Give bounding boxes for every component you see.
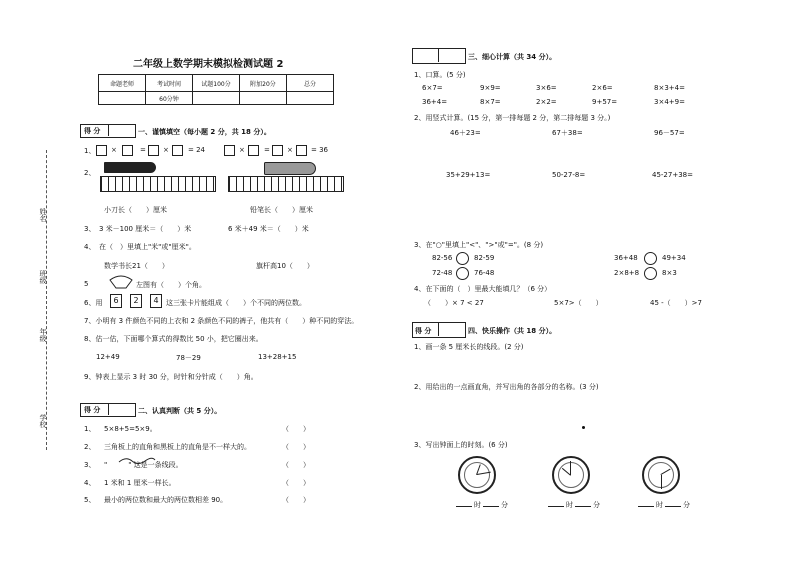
score-value-total[interactable] [287, 92, 334, 105]
section1-score-label: 得 分 [84, 127, 101, 135]
clock-hour-label-3: 时 [656, 501, 663, 509]
clock-hour-label-1: 时 [474, 501, 481, 509]
score-header-total: 总分 [287, 75, 334, 92]
oral-2-4: 9+57= [592, 98, 618, 106]
score-value-time: 60分钟 [146, 92, 193, 105]
section2-title: 二、认真判断（共 5 分）。 [138, 407, 222, 415]
compare-circle-4[interactable] [644, 267, 657, 280]
compare-circle-3[interactable] [456, 267, 469, 280]
section3-score-box[interactable] [412, 48, 466, 64]
oral-2-2: 8×7= [480, 98, 501, 106]
compare-2-d: 8×3 [662, 269, 677, 277]
q1-box-6[interactable] [248, 145, 259, 156]
vertical-title: 2、用竖式计算。(15 分，第一排每题 2 分，第二排每题 3 分。) [414, 114, 611, 122]
clock-minute-label-3: 分 [683, 501, 690, 509]
judge-num-1: 1、 [84, 425, 96, 433]
q6-text: 这三张卡片能组成（ ）个不同的两位数。 [166, 299, 306, 307]
q1-box-7[interactable] [272, 145, 283, 156]
q8-item-2[interactable]: 78－29 [176, 354, 201, 362]
clock-answer-2[interactable] [546, 500, 600, 510]
oral-1-3: 3×6= [536, 84, 557, 92]
side-label-name: 姓名 [39, 208, 47, 222]
section4-score-label: 得 分 [415, 327, 432, 335]
oral-2-3: 2×2= [536, 98, 557, 106]
vertical-1-2: 67＋38= [552, 129, 583, 137]
judge-mark-1[interactable]: （ ） [282, 425, 310, 433]
q5-label: 5 [84, 280, 89, 288]
judge-text-1: 5×8+5=5×9。 [104, 425, 157, 433]
clock-minute-label-1: 分 [501, 501, 508, 509]
section3-title: 三、细心计算（共 34 分）。 [468, 53, 557, 61]
q8-item-3[interactable]: 13+28+15 [258, 353, 297, 361]
clock-hour-label-2: 时 [566, 501, 573, 509]
q1-box-1[interactable] [96, 145, 107, 156]
q7-text: 7、小明有 3 件颜色不同的上衣和 2 条颜色不同的裤子，他共有（ ）种不同的穿法。 [84, 317, 359, 325]
clock-answer-3[interactable] [636, 500, 690, 510]
wavy-line-icon [118, 456, 156, 466]
score-box-divider-4 [438, 322, 439, 336]
ruler-knife [100, 176, 216, 192]
digit-card-2: 2 [130, 294, 142, 308]
vertical-2-1: 35+29+13= [446, 171, 491, 179]
q2-label: 2、 [84, 169, 96, 177]
score-box-divider-3 [438, 48, 439, 62]
fill-3[interactable]: 45 -（ ）>7 [650, 299, 702, 307]
score-header-teacher: 命题老师 [99, 75, 146, 92]
given-point-dot[interactable] [582, 426, 585, 429]
vertical-2-3: 45-27+38= [652, 171, 693, 179]
compare-circle-2[interactable] [644, 252, 657, 265]
judge-text-4: 1 米和 1 厘米一样长。 [104, 479, 176, 487]
q4a-text: 数学书长21（ ） [104, 262, 169, 270]
clock-minute-label-2: 分 [593, 501, 600, 509]
q9-text: 9、钟表上显示 3 时 30 分，时针和分针成（ ）角。 [84, 373, 258, 381]
q1-box-2[interactable] [122, 145, 133, 156]
operate-q1: 1、画一条 5 厘米长的线段。(2 分) [414, 343, 524, 351]
judge-mark-5[interactable]: （ ） [282, 496, 310, 504]
score-box-divider-2 [108, 403, 109, 415]
q2-knife-text: 小刀长（ ）厘米 [104, 206, 167, 214]
compare-2-b: 76-48 [474, 269, 495, 277]
operate-q2: 2、用给出的一点画直角，并写出角的各部分的名称。(3 分) [414, 383, 599, 391]
page-title: 二年级上数学期末模拟检测试题 2 [133, 59, 284, 70]
compare-2-c: 2×8+8 [614, 269, 640, 277]
oral-1-2: 9×9= [480, 84, 501, 92]
q1-times-3: × [239, 146, 245, 154]
compare-1-d: 49+34 [662, 254, 686, 262]
q5-text: 左图有（ ）个角。 [136, 281, 206, 289]
compare-title: 3、在"○"里填上"<"、">"或"="。(8 分) [414, 241, 544, 249]
section1-title: 一、谨慎填空（每小题 2 分，共 18 分）。 [138, 128, 271, 136]
compare-1-a: 82-56 [432, 254, 453, 262]
judge-num-4: 4、 [84, 479, 96, 487]
q1-eq2: = 36 [311, 146, 328, 154]
judge-num-2: 2、 [84, 443, 96, 451]
q4b-text: 旗杆高10（ ） [256, 262, 314, 270]
oral-1-4: 2×6= [592, 84, 613, 92]
score-value-extra[interactable] [240, 92, 287, 105]
score-value-test[interactable] [193, 92, 240, 105]
fill-1[interactable]: （ ）× 7 < 27 [424, 299, 484, 307]
q1-label: 1、 [84, 147, 96, 155]
side-label-grade: 年级 [39, 328, 47, 342]
side-label-class: 班级 [39, 270, 47, 284]
pencil-icon [264, 162, 316, 175]
vertical-1-3: 96－57= [654, 129, 685, 137]
q4-text: 4、 在（ ）里填上"米"或"厘米"。 [84, 243, 196, 251]
judge-num-5: 5、 [84, 496, 96, 504]
q1-times-1: × [111, 146, 117, 154]
vertical-1-1: 46＋23= [450, 129, 481, 137]
score-header-extra: 附加20分 [240, 75, 287, 92]
q1-times-4: × [287, 146, 293, 154]
digit-card-3: 4 [150, 294, 162, 308]
compare-1-c: 36+48 [614, 254, 638, 262]
fill-2[interactable]: 5×7>（ ） [554, 299, 603, 307]
clock-face-1 [458, 456, 496, 494]
binding-line [46, 150, 47, 450]
oral-2-5: 3×4+9= [654, 98, 685, 106]
judge-mark-4[interactable]: （ ） [282, 479, 310, 487]
judge-num-3: 3、 [84, 461, 96, 469]
q1-times-2: × [163, 146, 169, 154]
q8-item-1[interactable]: 12+49 [96, 353, 120, 361]
vertical-2-2: 50-27-8= [552, 171, 586, 179]
fan-shape-icon [108, 274, 134, 290]
ruler-pencil [228, 176, 344, 192]
fill-title: 4、在下面的（ ）里最大能填几？（6 分） [414, 285, 552, 293]
judge-text-3: " " 这是一条线段。 [104, 461, 183, 469]
judge-mark-2[interactable]: （ ） [282, 443, 310, 451]
judge-text-2: 三角板上的直角和黑板上的直角是不一样大的。 [104, 443, 251, 451]
digit-card-1: 6 [110, 294, 122, 308]
judge-mark-3[interactable]: （ ） [282, 461, 310, 469]
score-table [98, 74, 334, 105]
side-label-school: 学校 [39, 414, 47, 428]
score-value-teacher[interactable] [99, 92, 146, 105]
oral-title: 1、口算。(5 分) [414, 71, 466, 79]
q2-pencil-text: 铅笔长（ ）厘米 [250, 206, 313, 214]
section4-title: 四、快乐操作（共 18 分）。 [468, 327, 557, 335]
clock-face-2 [552, 456, 590, 494]
compare-2-a: 72-48 [432, 269, 453, 277]
q1-box-8[interactable] [296, 145, 307, 156]
compare-circle-1[interactable] [456, 252, 469, 265]
compare-1-b: 82-59 [474, 254, 495, 262]
operate-q3: 3、写出钟面上的时刻。(6 分) [414, 441, 508, 449]
section2-score-label: 得 分 [84, 406, 101, 414]
q1-eq1: = 24 [188, 146, 205, 154]
oral-1-1: 6×7= [422, 84, 443, 92]
oral-2-1: 36+4= [422, 98, 448, 106]
q3-text: 3、 3 米－100 厘米＝（ ）米 [84, 225, 192, 233]
q1-box-5[interactable] [224, 145, 235, 156]
q1-box-4[interactable] [172, 145, 183, 156]
knife-icon [104, 162, 156, 173]
oral-1-5: 8×3+4= [654, 84, 685, 92]
q6-lead: 6、用 [84, 299, 103, 307]
clock-face-3 [642, 456, 680, 494]
clock-answer-1[interactable] [454, 500, 508, 510]
score-header-time: 考试时间 [146, 75, 193, 92]
score-header-test: 试题100分 [193, 75, 240, 92]
q3b-text: 6 米＋49 米＝（ ）米 [228, 225, 309, 233]
q8-text: 8、估一估，下面哪个算式的得数比 50 小，把它圈出来。 [84, 335, 263, 343]
judge-text-5: 最小的两位数和最大的两位数相差 90。 [104, 496, 228, 504]
score-box-divider [108, 124, 109, 136]
q1-box-3[interactable] [148, 145, 159, 156]
